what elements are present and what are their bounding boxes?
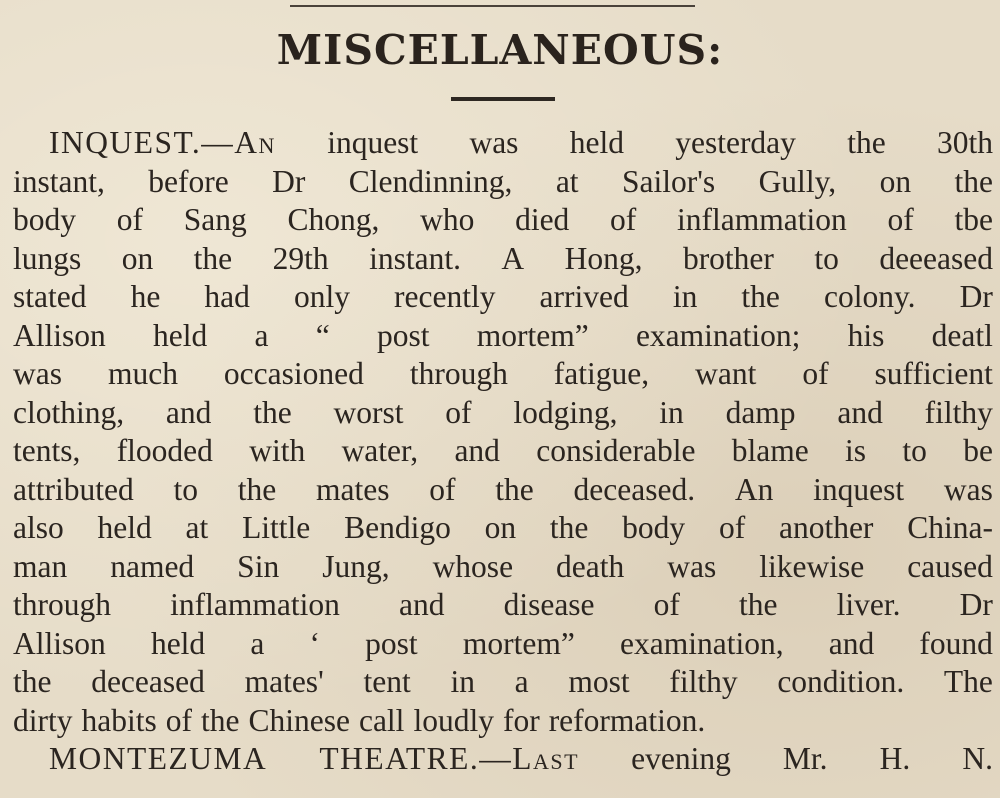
article-word: at <box>555 163 579 199</box>
article-word: water, <box>341 433 419 468</box>
article-word: tents, <box>13 433 81 468</box>
article-word: the <box>741 279 780 314</box>
article-word: held <box>150 625 206 661</box>
article-word: condition. <box>777 664 905 699</box>
article-word: on <box>484 510 517 545</box>
article-word: habits <box>81 702 157 738</box>
article-word: named <box>110 548 195 584</box>
article-word: the <box>847 125 886 160</box>
article-word: mortem” <box>462 625 575 661</box>
article-word: with <box>249 433 306 468</box>
article-word: body <box>622 510 686 545</box>
article-word: THEATRE.—Last <box>319 741 580 776</box>
article-word: deatl <box>931 317 993 353</box>
article-word: tbe <box>954 202 993 237</box>
article-word: clothing, <box>13 394 125 430</box>
article-word: the <box>201 702 240 738</box>
article-word: in <box>659 394 684 430</box>
article-word: held <box>153 317 208 353</box>
article-word: call <box>358 702 405 738</box>
article-word: filthy <box>924 394 993 430</box>
article-word: considerable <box>536 433 696 468</box>
article-word: the <box>237 471 277 507</box>
article-word: tent <box>363 664 411 699</box>
article-word: of <box>445 394 472 430</box>
article-word: of <box>802 356 829 391</box>
article-word: recently <box>394 279 496 314</box>
article-word: was <box>469 125 519 160</box>
article-word: for <box>502 702 540 738</box>
article-word: before <box>148 163 229 199</box>
article-word: Sang <box>183 202 247 237</box>
article-word: who <box>420 202 475 237</box>
article-word: inquest <box>327 125 419 160</box>
article-word: and <box>454 433 500 468</box>
article-word: of <box>653 587 680 622</box>
section-heading: MISCELLANEOUS: <box>276 26 724 74</box>
article-word: at <box>185 510 209 545</box>
article-word: Sailor's <box>621 163 716 199</box>
article-word: instant. <box>369 240 461 276</box>
article-word: Allison <box>13 317 106 353</box>
article-word: blame <box>731 433 809 468</box>
article-line <box>13 124 993 163</box>
article-word: in <box>450 664 475 699</box>
article-word: dirty <box>13 702 73 738</box>
article-word: Little <box>242 510 311 545</box>
article-word: lodging, <box>513 394 618 430</box>
article-word: deceased <box>91 664 205 699</box>
article-line <box>13 278 993 317</box>
article-word: was <box>943 471 993 507</box>
article-word: stated <box>13 279 87 314</box>
article-word: INQUEST.—An <box>49 125 276 160</box>
article-word: 30th <box>936 125 993 160</box>
article-word: H. <box>879 741 911 776</box>
article-word: on <box>879 163 912 199</box>
article-word: damp <box>725 394 796 430</box>
article-word: N. <box>962 741 993 776</box>
article-word: of <box>165 702 192 738</box>
article-word: lungs <box>13 240 82 276</box>
article-word: inflammation <box>677 202 847 237</box>
article-word: be <box>963 433 993 468</box>
article-word: a <box>514 664 529 699</box>
article-word: died <box>515 202 570 237</box>
article-word: only <box>293 279 350 314</box>
article-word: to <box>814 240 839 276</box>
heading-underline <box>451 97 555 101</box>
article-word: body <box>13 202 76 237</box>
article-word: MONTEZUMA <box>49 741 268 776</box>
article-word: inquest <box>813 471 905 507</box>
article-word: whose <box>432 548 514 584</box>
article-word: and <box>837 394 883 430</box>
article-word: loudly <box>413 702 494 738</box>
article-word: An <box>734 471 774 507</box>
article-word: to <box>902 433 927 468</box>
article-word: Dr <box>959 279 993 314</box>
article-word: Chinese <box>248 702 350 738</box>
article-word: death <box>556 548 625 584</box>
article-word: ‘ <box>309 625 320 661</box>
article-word: disease <box>503 587 595 622</box>
article-word: was <box>13 356 62 391</box>
article-word: his <box>847 317 885 353</box>
article-word: flooded <box>116 433 213 468</box>
article-word: evening <box>631 741 731 776</box>
article-word: the <box>495 471 534 507</box>
article-word: occasioned <box>223 356 364 391</box>
article-word: Clendinning, <box>348 163 513 199</box>
article-line <box>13 394 993 433</box>
article-line <box>13 663 993 702</box>
article-word: reformation. <box>548 702 706 738</box>
top-rule <box>290 5 695 7</box>
article-word: held <box>569 125 624 160</box>
article-line <box>13 625 993 664</box>
article-word: want <box>695 356 757 391</box>
article-word: caused <box>907 548 993 584</box>
article-word: colony. <box>823 279 916 314</box>
article-word: he <box>130 279 161 314</box>
article-word: A <box>501 240 525 276</box>
article-word: in <box>672 279 698 314</box>
article-word: was <box>667 548 717 584</box>
article-line <box>13 201 993 240</box>
article-word: brother <box>682 240 774 276</box>
article-word: and <box>165 394 212 430</box>
article-word: on <box>121 240 154 276</box>
article-word: Chong, <box>287 202 380 237</box>
article-word: had <box>204 279 250 314</box>
article-line <box>13 432 993 471</box>
article-word: of <box>116 202 143 237</box>
article-word: through <box>13 587 111 622</box>
article-word: post <box>365 625 418 661</box>
article-line <box>13 702 993 741</box>
article-word: through <box>409 356 508 391</box>
article-line <box>13 740 993 779</box>
article-word: attributed <box>13 471 134 507</box>
article-word: and <box>398 587 445 622</box>
article-word: 29th <box>272 240 329 276</box>
article-word: another <box>778 510 874 545</box>
article-word: of <box>610 202 637 237</box>
article-word: man <box>13 548 68 584</box>
article-word: Bendigo <box>344 510 451 545</box>
article-word: much <box>107 356 178 391</box>
article-line <box>13 317 993 356</box>
article-word: a <box>254 317 269 353</box>
article-word: the <box>253 394 292 430</box>
article-word: Gully, <box>758 163 837 199</box>
article-word: Mr. <box>782 741 828 776</box>
article-word: also <box>13 510 64 545</box>
article-word: liver. <box>836 587 901 622</box>
article-word: “ <box>315 317 330 353</box>
article-word: The <box>943 664 993 699</box>
article-word: of <box>429 471 456 507</box>
article-word: likewise <box>759 548 865 584</box>
article-word: held <box>97 510 152 545</box>
article-line <box>13 355 993 394</box>
article-line <box>13 163 993 202</box>
article-word: sufficient <box>874 356 993 391</box>
article-word: China- <box>907 510 993 545</box>
article-word: deeeased <box>879 240 993 276</box>
article-word: the <box>549 510 589 545</box>
article-word: worst <box>333 394 404 430</box>
article-word: fatigue, <box>553 356 650 391</box>
article-word: inflammation <box>170 587 340 622</box>
article-word: mates' <box>244 664 324 699</box>
article-word: the <box>193 240 233 276</box>
article-word: found <box>919 625 993 661</box>
article-word: most <box>568 664 630 699</box>
article-word: Jung, <box>322 548 390 584</box>
article-word: Dr <box>959 587 993 622</box>
article-word: the <box>739 587 778 622</box>
article-word: yesterday <box>675 125 796 160</box>
article-word: mates <box>316 471 390 507</box>
article-word: of <box>718 510 746 545</box>
article-word: to <box>173 471 198 507</box>
article-word: a <box>250 625 265 661</box>
article-word: post <box>376 317 430 353</box>
article-word: of <box>887 202 914 237</box>
article-word: examination; <box>635 317 801 353</box>
article-word: deceased. <box>573 471 696 507</box>
article-line <box>13 471 993 510</box>
article-word: is <box>845 433 867 468</box>
article-word: Hong, <box>564 240 643 276</box>
article-line <box>13 240 993 279</box>
article-word: mortem” <box>476 317 589 353</box>
article-word: examination, <box>620 625 784 661</box>
article-word: Sin <box>237 548 280 584</box>
article-word: the <box>13 664 52 699</box>
article-line <box>13 548 993 587</box>
article-word: and <box>828 625 875 661</box>
article-body <box>13 124 993 779</box>
article-word: Allison <box>13 625 106 661</box>
article-word: Dr <box>272 163 306 199</box>
article-line <box>13 509 993 548</box>
article-word: instant, <box>13 163 105 199</box>
article-word: filthy <box>669 664 738 699</box>
article-word: arrived <box>539 279 629 314</box>
article-line <box>13 586 993 625</box>
article-word: the <box>954 163 993 199</box>
